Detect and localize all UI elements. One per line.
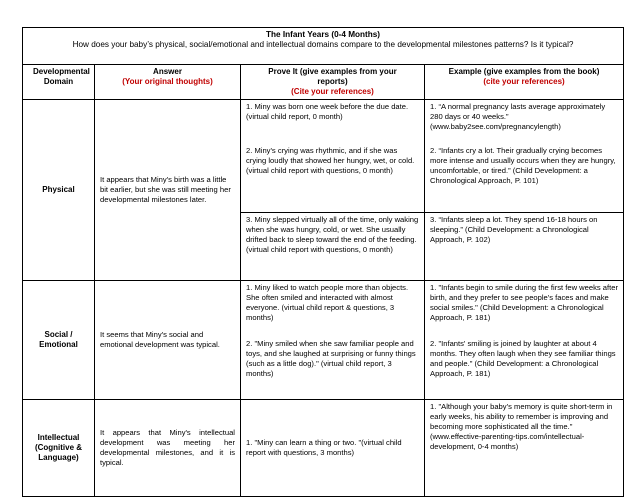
table-row [23,400,624,497]
prove-item: 1. Miny liked to watch people more than objects. She often smiled and interacted with almost everyone. (virtual child report & questions, 3 months) [246,283,409,322]
example-cell [425,400,624,497]
prove-cell [241,400,425,497]
table-row [23,100,624,281]
prove-item: 3. Miny slepped virtually all of the time, only waking when she was hungry, cold, or wet. She usually drifted back to sleep toward the end of the feeding. (virtual child report with questions, 0 month) [241,212,424,275]
prove-item: 2. Miny's crying was rhythmic, and if she was crying loudly that showed her hungry, wet, or cold. (virtual child report with questions, 0 month) [246,146,415,175]
header-prove-label: Prove It (give examples from your reports) [268,67,397,86]
comparison-table [22,27,624,497]
example-item: 1. "Although your baby’s memory is quite short-term in early weeks, his ability to remember is improving and becoming more sophisticated all the time." (www.effective-parenting-tips.com/intellectual-development, 0-4 months) [430,402,613,451]
header-example-label: Example (give examples from the book) [448,67,600,76]
answer-cell: It appears that Miny's intellectual development was meeting her developmental milestones, and it is typical. [95,400,241,497]
answer-cell: It seems that Miny's social and emotional development was typical. [95,281,241,400]
table-row [23,281,624,400]
prove-item: 2. "Miny smiled when she saw familiar people and toys, and she laughed at surprising or funny things (such as a little dog)." (virtual child report, 3 months) [246,339,416,378]
header-answer [95,65,241,100]
example-item: 2. "Infants' smiling is joined by laughter at about 4 months. They often laugh when they see familiar things and people." (Child Development: a Chronological Approach, P. 181) [430,339,616,378]
example-cell [425,100,624,281]
table-question: How does your baby’s physical, social/emotional and intellectual domains compare to the developmental milestones patterns? Is it typical? [72,40,574,49]
answer-cell: It appears that Miny's birth was a little bit earlier, but she was still meeting her developmental milestones later. [95,100,241,281]
header-example [425,65,624,100]
prove-item: 1. Miny was born one week before the due date. (virtual child report, 0 month) [246,102,409,121]
header-row [23,65,624,100]
example-item: 1. “A normal pregnancy lasts average approximately 280 days or 40 weeks.” (www.baby2see.com/pregnancylength) [430,102,606,131]
domain-cell: Physical [23,100,95,281]
domain-cell: Intellectual (Cognitive & Language) [23,400,95,497]
header-example-sublabel: (cite your references) [483,77,565,86]
title-cell [23,28,624,65]
example-cell [425,281,624,400]
prove-cell [241,100,425,281]
example-item: 3. “Infants sleep a lot. They spend 16-18 hours on sleeping.” (Child Development: a Chronological Approach, P. 102) [425,212,623,275]
example-item: 1. "Infants begin to smile during the first few weeks after birth, and they prefer to see people's faces and make social smiles." (Child Development: a Chronological Approach, P. 181) [430,283,618,322]
header-answer-sublabel: (Your original thoughts) [122,77,213,86]
prove-cell [241,281,425,400]
title-row [23,28,624,65]
header-prove [241,65,425,100]
table-title: The Infant Years (0-4 Months) [266,30,381,39]
domain-cell: Social / Emotional [23,281,95,400]
header-answer-label: Answer [153,67,182,76]
header-prove-sublabel: (Cite your references) [291,87,374,96]
prove-item: 1. "Miny can learn a thing or two. "(virtual child report with questions, 3 months) [246,438,402,457]
example-item: 2. “Infants cry a lot. Their gradually crying becomes more intense and usually occurs when they are hungry, uncomfortable, or tired.” (Child Development: a Chronological Approach, P. 101) [430,146,616,185]
header-domain-label: Developmental Domain [33,67,90,86]
header-domain [23,65,95,100]
